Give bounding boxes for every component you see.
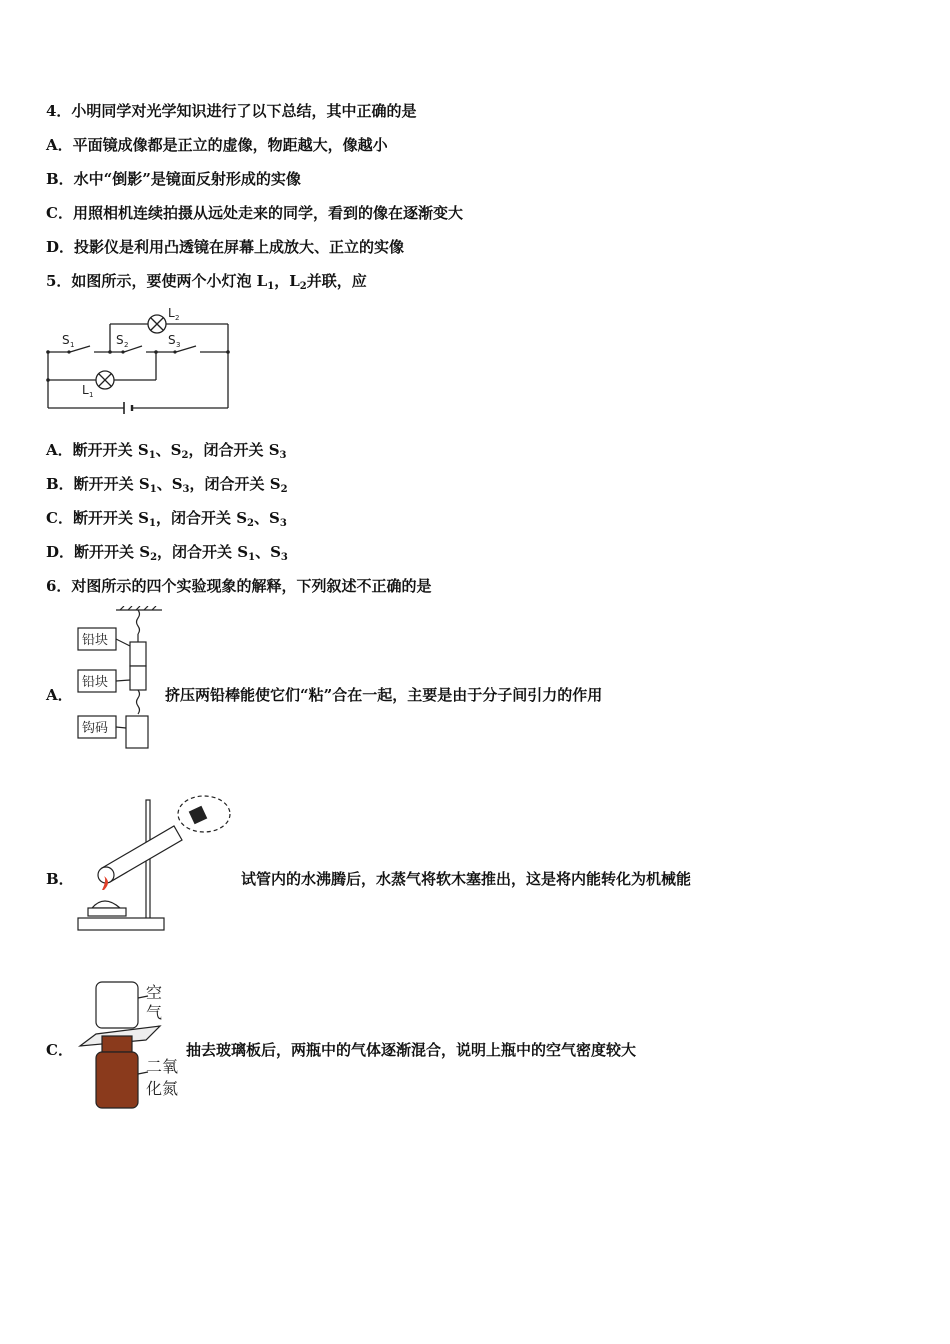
q6-option-c-text: 抽去玻璃板后，两瓶中的气体逐渐混合，说明上瓶中的空气密度较大 bbox=[186, 1041, 637, 1059]
svg-text:1: 1 bbox=[70, 341, 75, 349]
svg-text:3: 3 bbox=[176, 341, 181, 349]
q6-option-b-text: 试管内的水沸腾后，水蒸气将软木塞推出，这是将内能转化为机械能 bbox=[241, 870, 692, 888]
label-s3: S bbox=[168, 333, 176, 347]
label-l1: L bbox=[82, 383, 89, 397]
svg-text:2: 2 bbox=[124, 341, 129, 349]
q6-option-a-letter: A． bbox=[46, 686, 73, 704]
label-no2-2: 化氮 bbox=[146, 1079, 179, 1098]
svg-text:2: 2 bbox=[175, 314, 180, 322]
q4-stem: 4．小明同学对光学知识进行了以下总结，其中正确的是 bbox=[46, 102, 417, 120]
label-l2: L bbox=[168, 306, 175, 320]
label-air-1: 空 bbox=[146, 983, 163, 1002]
q5-option-d: D．断开开关 $S_2$，闭合开关 $S_1$、$S_3$ bbox=[46, 543, 288, 563]
lead-blocks-figure bbox=[74, 606, 164, 752]
gas-bottles-figure bbox=[76, 974, 196, 1114]
circuit-diagram bbox=[40, 304, 240, 416]
label-s2: S bbox=[116, 333, 124, 347]
q6-option-c-letter: C． bbox=[46, 1041, 73, 1059]
label-s1: S bbox=[62, 333, 70, 347]
label-lead-1: 铅块 bbox=[82, 633, 109, 648]
q5-option-b: B．断开开关 $S_1$、$S_3$，闭合开关 $S_2$ bbox=[46, 475, 288, 495]
q4-option-a: A．平面镜成像都是正立的虚像，物距越大，像越小 bbox=[46, 136, 388, 154]
label-lead-2: 铅块 bbox=[82, 675, 109, 690]
q6-option-b-letter: B． bbox=[46, 870, 74, 888]
label-weight: 钩码 bbox=[82, 721, 109, 736]
q6-option-a-text: 挤压两铅棒能使它们“粘”合在一起，主要是由于分子间引力的作用 bbox=[165, 686, 603, 704]
q5-option-a: A．断开开关 $S_1$、$S_2$，闭合开关 $S_3$ bbox=[46, 441, 287, 461]
q4-option-d: D．投影仪是利用凸透镜在屏幕上成放大、正立的实像 bbox=[46, 238, 405, 256]
q4-option-b: B．水中“倒影”是镜面反射形成的实像 bbox=[46, 170, 301, 188]
svg-text:1: 1 bbox=[89, 391, 94, 399]
q5-option-c: C．断开开关 $S_1$，闭合开关 $S_2$、$S_3$ bbox=[46, 509, 287, 529]
label-air-2: 气 bbox=[146, 1003, 163, 1022]
cork-icon bbox=[189, 806, 208, 825]
q5-stem: 5．如图所示，要使两个小灯泡 $L_1$，$L_2$并联，应 bbox=[46, 272, 367, 292]
q6-stem: 6．对图所示的四个实验现象的解释，下列叙述不正确的是 bbox=[46, 577, 432, 595]
label-no2-1: 二氧 bbox=[146, 1057, 179, 1076]
test-tube-figure bbox=[74, 790, 234, 936]
q4-option-c: C．用照相机连续拍摄从远处走来的同学，看到的像在逐渐变大 bbox=[46, 204, 463, 222]
